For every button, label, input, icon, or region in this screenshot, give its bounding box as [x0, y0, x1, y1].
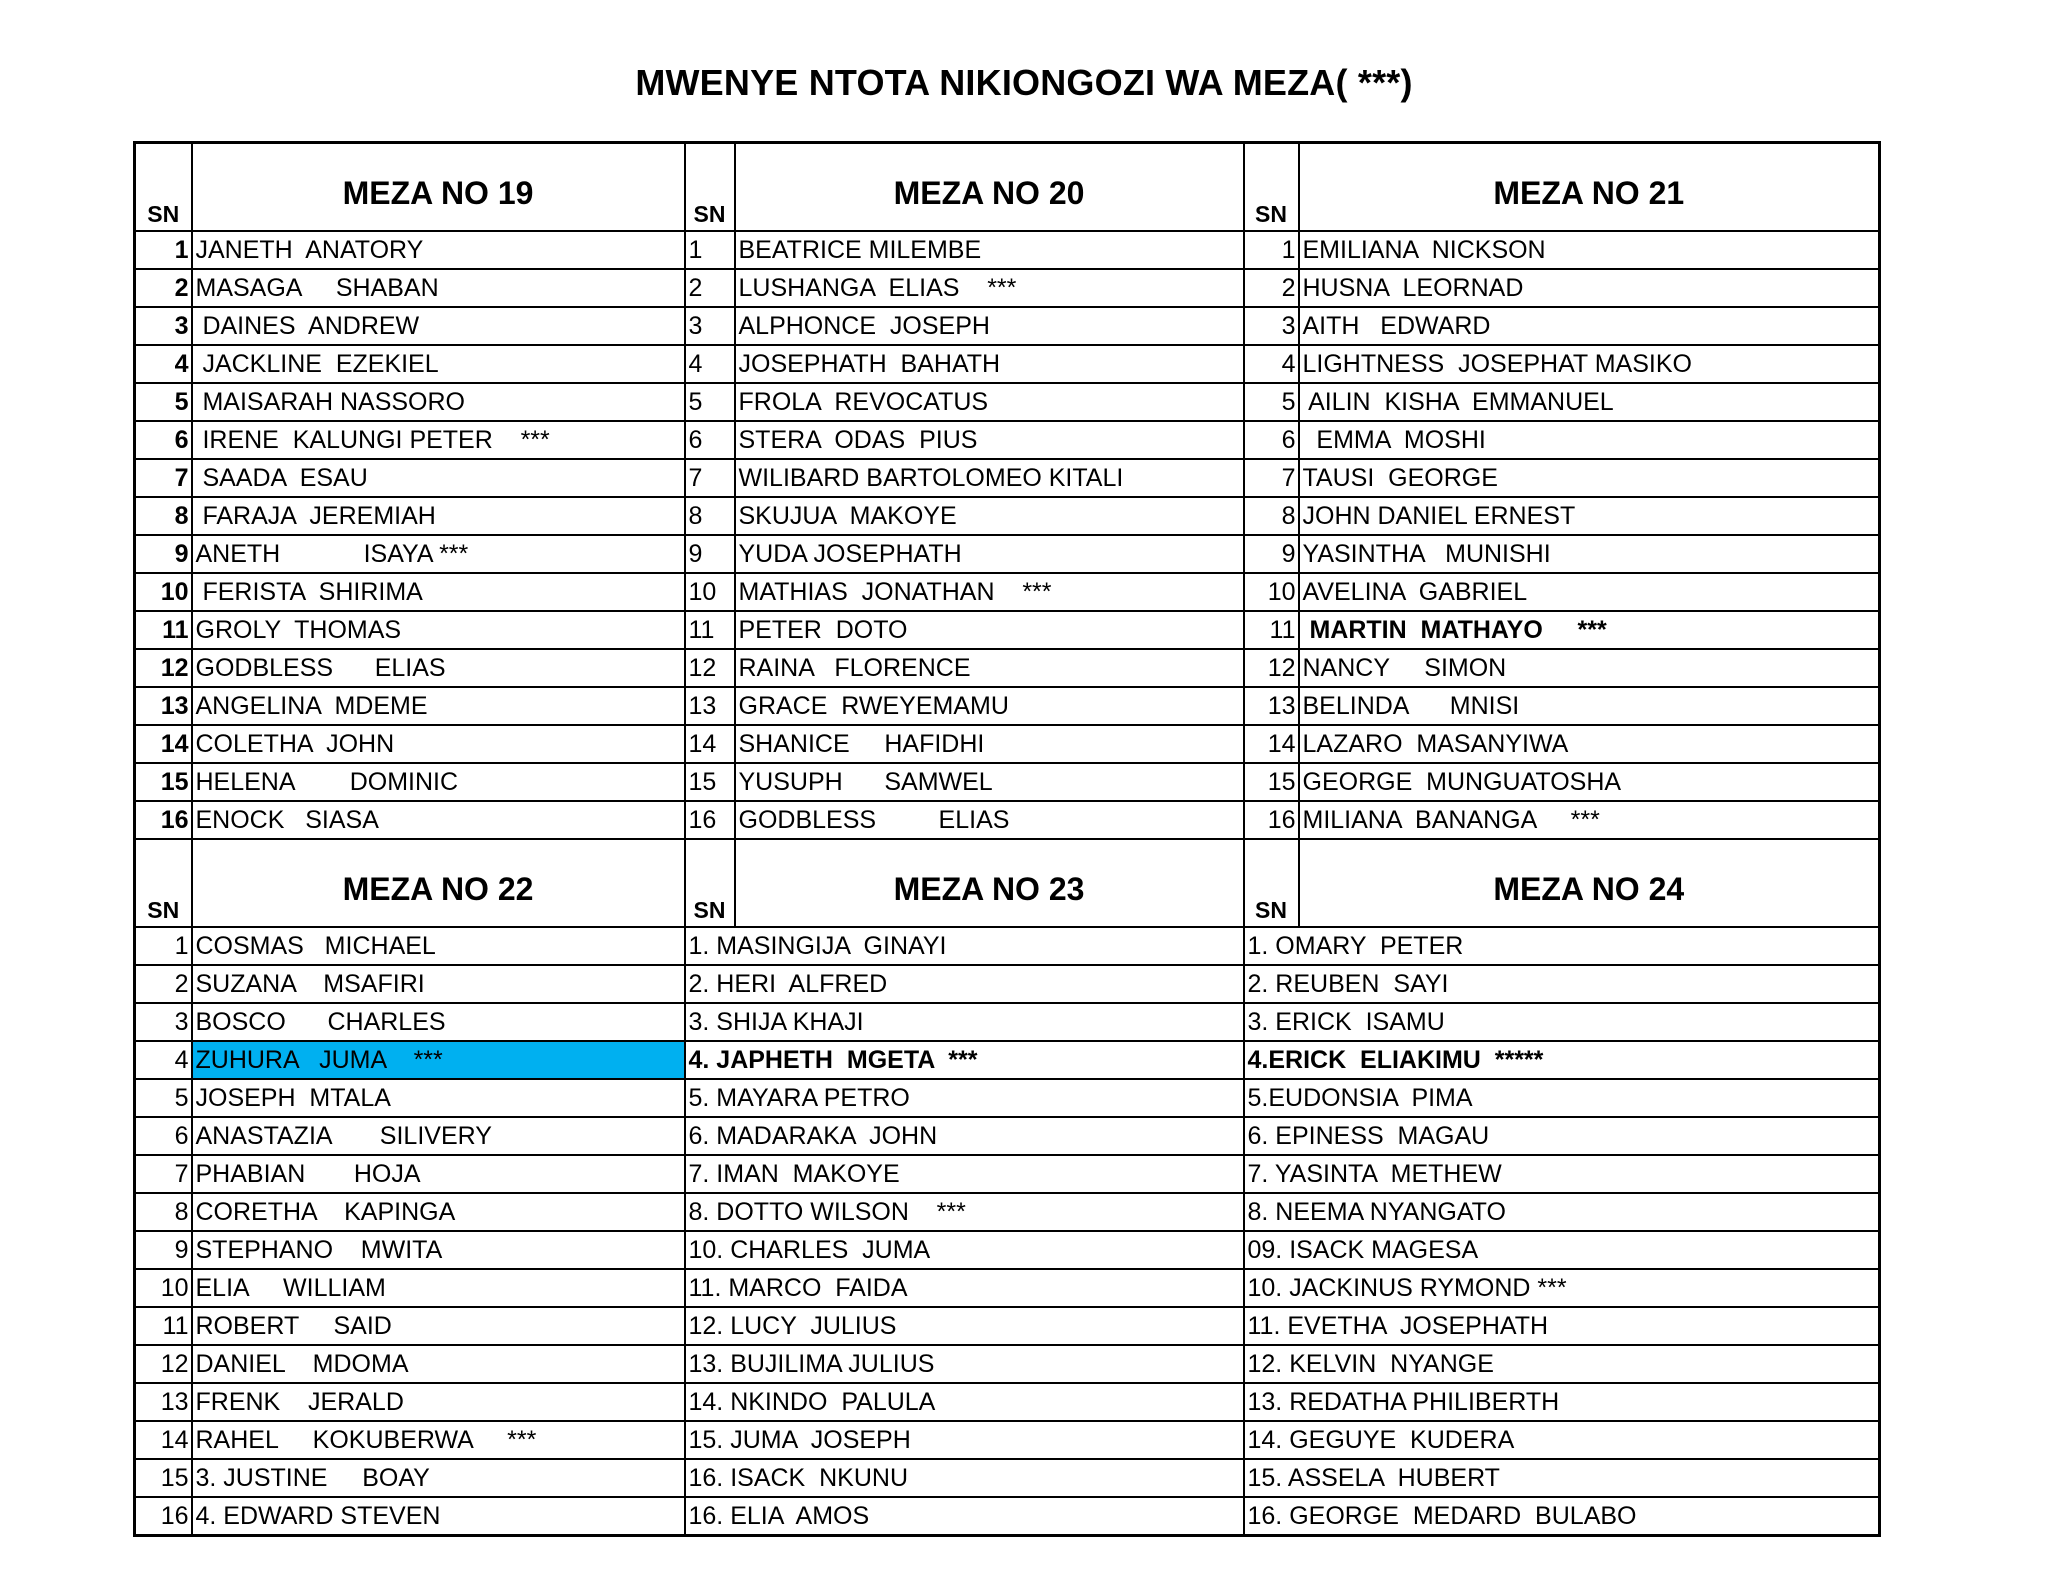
name-cell: SUZANA MSAFIRI [192, 965, 685, 1003]
name-cell: PHABIAN HOJA [192, 1155, 685, 1193]
name-cell: LIGHTNESS JOSEPHAT MASIKO [1299, 345, 1880, 383]
name-cell: ANETH ISAYA *** [192, 535, 685, 573]
meza-header: MEZA NO 20 [735, 143, 1244, 232]
name-cell: 2. REUBEN SAYI [1244, 965, 1880, 1003]
name-cell: ELIA WILLIAM [192, 1269, 685, 1307]
sn-cell: 4 [135, 345, 192, 383]
name-cell: SKUJUA MAKOYE [735, 497, 1244, 535]
table-row [135, 345, 1880, 383]
sn-cell: 1 [685, 231, 735, 269]
name-cell: BOSCO CHARLES [192, 1003, 685, 1041]
sn-cell: 13 [685, 687, 735, 725]
sn-cell: 13 [135, 1383, 192, 1421]
name-cell: STEPHANO MWITA [192, 1231, 685, 1269]
name-cell: ZUHURA JUMA *** [192, 1041, 685, 1079]
sn-header: SN [1244, 143, 1299, 232]
name-cell: 13. REDATHA PHILIBERTH [1244, 1383, 1880, 1421]
sn-cell: 3 [1244, 307, 1299, 345]
name-cell: 4.ERICK ELIAKIMU ***** [1244, 1041, 1880, 1079]
name-cell: 11. EVETHA JOSEPHATH [1244, 1307, 1880, 1345]
name-cell: AILIN KISHA EMMANUEL [1299, 383, 1880, 421]
sn-cell: 6 [685, 421, 735, 459]
name-cell: LAZARO MASANYIWA [1299, 725, 1880, 763]
name-cell: 16. ELIA AMOS [685, 1497, 1244, 1536]
sn-cell: 8 [1244, 497, 1299, 535]
sn-cell: 7 [135, 459, 192, 497]
table-row [135, 763, 1880, 801]
name-cell: AVELINA GABRIEL [1299, 573, 1880, 611]
name-cell: 15. ASSELA HUBERT [1244, 1459, 1880, 1497]
table-row [135, 1307, 1880, 1345]
sn-cell: 10 [685, 573, 735, 611]
sn-cell: 1 [135, 927, 192, 965]
name-cell: 10. JACKINUS RYMOND *** [1244, 1269, 1880, 1307]
table-row [135, 1041, 1880, 1079]
name-cell: FARAJA JEREMIAH [192, 497, 685, 535]
name-cell: 4. EDWARD STEVEN [192, 1497, 685, 1536]
name-cell: 5. MAYARA PETRO [685, 1079, 1244, 1117]
sn-header: SN [685, 143, 735, 232]
sn-cell: 6 [135, 1117, 192, 1155]
name-cell: 4. JAPHETH MGETA *** [685, 1041, 1244, 1079]
name-cell: WILIBARD BARTOLOMEO KITALI [735, 459, 1244, 497]
sn-cell: 11 [135, 611, 192, 649]
name-cell: DANIEL MDOMA [192, 1345, 685, 1383]
meza-header: MEZA NO 19 [192, 143, 685, 232]
name-cell: GODBLESS ELIAS [735, 801, 1244, 839]
table-row [135, 1383, 1880, 1421]
name-cell: ALPHONCE JOSEPH [735, 307, 1244, 345]
name-cell: AITH EDWARD [1299, 307, 1880, 345]
name-cell: TAUSI GEORGE [1299, 459, 1880, 497]
sn-cell: 11 [685, 611, 735, 649]
sn-cell: 14 [685, 725, 735, 763]
table-row [135, 1117, 1880, 1155]
sn-cell: 14 [1244, 725, 1299, 763]
name-cell: MAISARAH NASSORO [192, 383, 685, 421]
name-cell: 11. MARCO FAIDA [685, 1269, 1244, 1307]
seating-table [133, 141, 1881, 1537]
name-cell: GODBLESS ELIAS [192, 649, 685, 687]
sn-cell: 4 [685, 345, 735, 383]
table-row [135, 927, 1880, 965]
name-cell: LUSHANGA ELIAS *** [735, 269, 1244, 307]
name-cell: PETER DOTO [735, 611, 1244, 649]
sn-cell: 7 [1244, 459, 1299, 497]
table-row [135, 1155, 1880, 1193]
table-row [135, 459, 1880, 497]
name-cell: 3. ERICK ISAMU [1244, 1003, 1880, 1041]
sn-header: SN [1244, 839, 1299, 927]
sn-cell: 9 [135, 535, 192, 573]
table-row [135, 649, 1880, 687]
name-cell: GEORGE MUNGUATOSHA [1299, 763, 1880, 801]
sn-cell: 12 [135, 1345, 192, 1383]
name-cell: RAINA FLORENCE [735, 649, 1244, 687]
table-row [135, 421, 1880, 459]
sn-cell: 3 [135, 307, 192, 345]
sn-cell: 7 [135, 1155, 192, 1193]
sn-cell: 15 [1244, 763, 1299, 801]
name-cell: 12. LUCY JULIUS [685, 1307, 1244, 1345]
table-row [135, 497, 1880, 535]
table-row [135, 573, 1880, 611]
name-cell: FRENK JERALD [192, 1383, 685, 1421]
name-cell: 8. NEEMA NYANGATO [1244, 1193, 1880, 1231]
name-cell: 7. IMAN MAKOYE [685, 1155, 1244, 1193]
name-cell: 6. EPINESS MAGAU [1244, 1117, 1880, 1155]
sn-cell: 16 [685, 801, 735, 839]
name-cell: STERA ODAS PIUS [735, 421, 1244, 459]
sn-cell: 13 [1244, 687, 1299, 725]
table-row [135, 965, 1880, 1003]
sn-cell: 10 [1244, 573, 1299, 611]
name-cell: 3. JUSTINE BOAY [192, 1459, 685, 1497]
sn-cell: 5 [685, 383, 735, 421]
name-cell: 14. GEGUYE KUDERA [1244, 1421, 1880, 1459]
name-cell: CORETHA KAPINGA [192, 1193, 685, 1231]
name-cell: ENOCK SIASA [192, 801, 685, 839]
meza-header: MEZA NO 23 [735, 839, 1244, 927]
name-cell: 2. HERI ALFRED [685, 965, 1244, 1003]
sn-cell: 1 [1244, 231, 1299, 269]
name-cell: DAINES ANDREW [192, 307, 685, 345]
sn-cell: 2 [685, 269, 735, 307]
sn-cell: 9 [135, 1231, 192, 1269]
name-cell: GRACE RWEYEMAMU [735, 687, 1244, 725]
sn-cell: 5 [135, 1079, 192, 1117]
name-cell: FERISTA SHIRIMA [192, 573, 685, 611]
document-title: MWENYE NTOTA NIKIONGOZI WA MEZA( ***) [635, 62, 1413, 103]
sn-cell: 15 [685, 763, 735, 801]
name-cell: YUSUPH SAMWEL [735, 763, 1244, 801]
table-row [135, 307, 1880, 345]
name-cell: 09. ISACK MAGESA [1244, 1231, 1880, 1269]
sn-cell: 14 [135, 1421, 192, 1459]
name-cell: 5.EUDONSIA PIMA [1244, 1079, 1880, 1117]
sn-header: SN [135, 143, 192, 232]
table-header-row [135, 143, 1880, 232]
name-cell: ANGELINA MDEME [192, 687, 685, 725]
sn-cell: 16 [135, 1497, 192, 1536]
name-cell: SHANICE HAFIDHI [735, 725, 1244, 763]
name-cell: YASINTHA MUNISHI [1299, 535, 1880, 573]
sn-cell: 3 [135, 1003, 192, 1041]
name-cell: HUSNA LEORNAD [1299, 269, 1880, 307]
sn-cell: 16 [135, 801, 192, 839]
name-cell: RAHEL KOKUBERWA *** [192, 1421, 685, 1459]
name-cell: NANCY SIMON [1299, 649, 1880, 687]
name-cell: BEATRICE MILEMBE [735, 231, 1244, 269]
sn-cell: 2 [135, 269, 192, 307]
table-row [135, 1193, 1880, 1231]
sn-cell: 1 [135, 231, 192, 269]
name-cell: EMILIANA NICKSON [1299, 231, 1880, 269]
table-row [135, 1459, 1880, 1497]
name-cell: 16. ISACK NKUNU [685, 1459, 1244, 1497]
name-cell: 14. NKINDO PALULA [685, 1383, 1244, 1421]
sn-cell: 8 [685, 497, 735, 535]
sn-cell: 11 [1244, 611, 1299, 649]
table-row [135, 269, 1880, 307]
name-cell: GROLY THOMAS [192, 611, 685, 649]
name-cell: ROBERT SAID [192, 1307, 685, 1345]
name-cell: JOSEPH MTALA [192, 1079, 685, 1117]
name-cell: JANETH ANATORY [192, 231, 685, 269]
name-cell: MASAGA SHABAN [192, 269, 685, 307]
sn-cell: 8 [135, 497, 192, 535]
name-cell: 15. JUMA JOSEPH [685, 1421, 1244, 1459]
name-cell: 8. DOTTO WILSON *** [685, 1193, 1244, 1231]
name-cell: 1. MASINGIJA GINAYI [685, 927, 1244, 965]
sn-cell: 4 [1244, 345, 1299, 383]
name-cell: EMMA MOSHI [1299, 421, 1880, 459]
name-cell: 16. GEORGE MEDARD BULABO [1244, 1497, 1880, 1536]
sn-cell: 16 [1244, 801, 1299, 839]
name-cell: JOSEPHATH BAHATH [735, 345, 1244, 383]
sn-cell: 2 [1244, 269, 1299, 307]
sn-cell: 12 [685, 649, 735, 687]
table-row [135, 801, 1880, 839]
table-header-row [135, 839, 1880, 927]
table-row [135, 1269, 1880, 1307]
name-cell: HELENA DOMINIC [192, 763, 685, 801]
sn-cell: 6 [135, 421, 192, 459]
sn-cell: 10 [135, 1269, 192, 1307]
sn-cell: 2 [135, 965, 192, 1003]
meza-header: MEZA NO 22 [192, 839, 685, 927]
meza-header: MEZA NO 24 [1299, 839, 1880, 927]
meza-header: MEZA NO 21 [1299, 143, 1880, 232]
name-cell: JACKLINE EZEKIEL [192, 345, 685, 383]
table-row [135, 725, 1880, 763]
sn-cell: 9 [685, 535, 735, 573]
table-row [135, 687, 1880, 725]
name-cell: COLETHA JOHN [192, 725, 685, 763]
name-cell: MARTIN MATHAYO *** [1299, 611, 1880, 649]
name-cell: 6. MADARAKA JOHN [685, 1117, 1244, 1155]
name-cell: IRENE KALUNGI PETER *** [192, 421, 685, 459]
name-cell: MILIANA BANANGA *** [1299, 801, 1880, 839]
table-row [135, 1345, 1880, 1383]
sn-header: SN [135, 839, 192, 927]
sn-cell: 7 [685, 459, 735, 497]
name-cell: 3. SHIJA KHAJI [685, 1003, 1244, 1041]
sn-cell: 4 [135, 1041, 192, 1079]
sn-cell: 13 [135, 687, 192, 725]
sn-cell: 5 [1244, 383, 1299, 421]
name-cell: ANASTAZIA SILIVERY [192, 1117, 685, 1155]
sn-cell: 10 [135, 573, 192, 611]
sn-cell: 8 [135, 1193, 192, 1231]
sn-cell: 3 [685, 307, 735, 345]
table-row [135, 1231, 1880, 1269]
sn-cell: 14 [135, 725, 192, 763]
sn-cell: 12 [135, 649, 192, 687]
name-cell: 13. BUJILIMA JULIUS [685, 1345, 1244, 1383]
sn-cell: 12 [1244, 649, 1299, 687]
table-row [135, 535, 1880, 573]
table-row [135, 611, 1880, 649]
sn-cell: 5 [135, 383, 192, 421]
name-cell: YUDA JOSEPHATH [735, 535, 1244, 573]
name-cell: MATHIAS JONATHAN *** [735, 573, 1244, 611]
table-row [135, 383, 1880, 421]
sn-cell: 11 [135, 1307, 192, 1345]
name-cell: BELINDA MNISI [1299, 687, 1880, 725]
table-row [135, 1421, 1880, 1459]
name-cell: FROLA REVOCATUS [735, 383, 1244, 421]
sn-cell: 6 [1244, 421, 1299, 459]
table-row [135, 1497, 1880, 1536]
name-cell: SAADA ESAU [192, 459, 685, 497]
table-row [135, 1079, 1880, 1117]
name-cell: 1. OMARY PETER [1244, 927, 1880, 965]
name-cell: 10. CHARLES JUMA [685, 1231, 1244, 1269]
sn-cell: 15 [135, 1459, 192, 1497]
name-cell: JOHN DANIEL ERNEST [1299, 497, 1880, 535]
name-cell: 7. YASINTA METHEW [1244, 1155, 1880, 1193]
sn-header: SN [685, 839, 735, 927]
name-cell: COSMAS MICHAEL [192, 927, 685, 965]
sn-cell: 15 [135, 763, 192, 801]
table-row [135, 231, 1880, 269]
sn-cell: 9 [1244, 535, 1299, 573]
table-row [135, 1003, 1880, 1041]
name-cell: 12. KELVIN NYANGE [1244, 1345, 1880, 1383]
